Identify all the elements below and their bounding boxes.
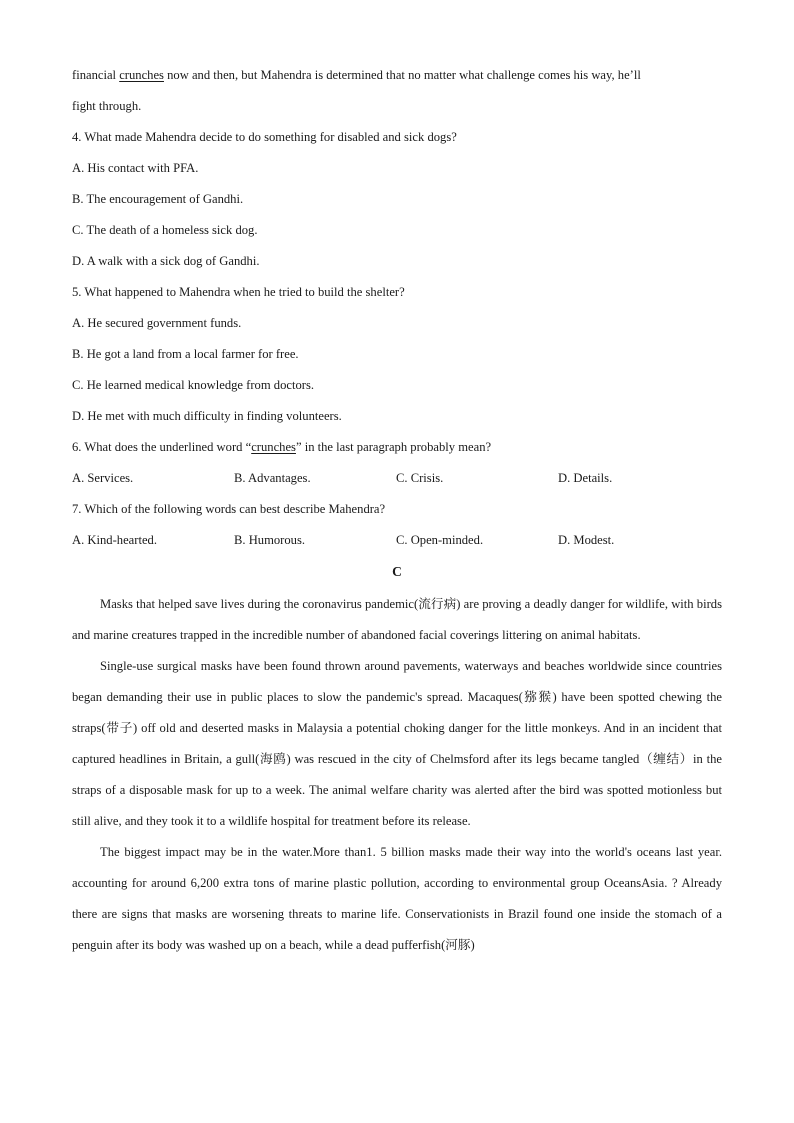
question-7-option-b: B. Humorous. (234, 533, 306, 547)
question-6-text: 6. What does the underlined word “ (72, 440, 252, 454)
question-6-option-b: B. Advantages. (234, 471, 311, 485)
section-c-heading: C (392, 564, 402, 579)
underlined-word-crunches: crunches (119, 68, 164, 82)
question-6-stem (72, 434, 722, 465)
intro-text: now and then, but Mahendra is determined that no matter what challenge comes his way, he’ll (163, 68, 641, 82)
question-6-option-a: A. Services. (72, 471, 134, 485)
question-5-stem: 5. What happened to Mahendra when he tried to build the shelter? (72, 285, 405, 299)
question-7-option-a: A. Kind-hearted. (72, 533, 157, 547)
question-6-option-d: D. Details. (558, 471, 613, 485)
section-c-paragraph-3: The biggest impact may be in the water.More than1. 5 billion masks made their way into the world's oceans last year. accounting for around 6,200 extra tons of marine plastic pollution, according to environmental group OceansAsia. ? Already there are signs that masks are worsening threats to marine life. Conservationists in Brazil found one inside the stomach of a penguin after its body was washed up on a beach, while a dead pufferfish(河豚) (72, 845, 722, 952)
section-c-paragraph-2: Single-use surgical masks have been found thrown around pavements, waterways and beaches worldwide since countries began demanding their use in public places to slow the pandemic's spread. Macaques(猕猴) have been spotted chewing the straps(带子) off old and deserted masks in Malaysia a potential choking danger for the little monkeys. And in an incident that captured headlines in Britain, a gull(海鸥) was rescued in the city of Chelmsford after its legs became tangled（缠结）in the straps of a disposable mask for up to a week. The animal welfare charity was alerted after the bird was spotted motionless but still alive, and they took it to a wildlife hospital for treatment before its release. (72, 659, 722, 828)
section-c-paragraph-1: Masks that helped save lives during the coronavirus pandemic(流行病) are proving a deadly danger for wildlife, with birds and marine creatures trapped in the incredible number of abandoned facial coverings littering on animal habitats. (72, 597, 722, 642)
intro-line-2: fight through. (72, 99, 142, 113)
question-4-stem: 4. What made Mahendra decide to do something for disabled and sick dogs? (72, 130, 457, 144)
question-4-option-b: B. The encouragement of Gandhi. (72, 192, 244, 206)
question-7-stem: 7. Which of the following words can best describe Mahendra? (72, 502, 386, 516)
underlined-word-crunches: crunches (251, 440, 296, 454)
question-4-option-c: C. The death of a homeless sick dog. (72, 223, 258, 237)
question-6-option-c: C. Crisis. (396, 471, 444, 485)
intro-text: financial (72, 68, 120, 82)
document-page (72, 62, 722, 961)
question-6-options (72, 465, 722, 496)
intro-line-1 (72, 62, 722, 93)
question-5-option-b: B. He got a land from a local farmer for free. (72, 347, 299, 361)
question-5-option-a: A. He secured government funds. (72, 316, 242, 330)
question-5-option-d: D. He met with much difficulty in finding volunteers. (72, 409, 342, 423)
question-6-text: ” in the last paragraph probably mean? (295, 440, 492, 454)
question-7-option-c: C. Open-minded. (396, 533, 484, 547)
question-5-option-c: C. He learned medical knowledge from doctors. (72, 378, 314, 392)
question-7-options (72, 527, 722, 558)
question-4-option-d: D. A walk with a sick dog of Gandhi. (72, 254, 260, 268)
question-4-option-a: A. His contact with PFA. (72, 161, 199, 175)
question-7-option-d: D. Modest. (558, 533, 615, 547)
